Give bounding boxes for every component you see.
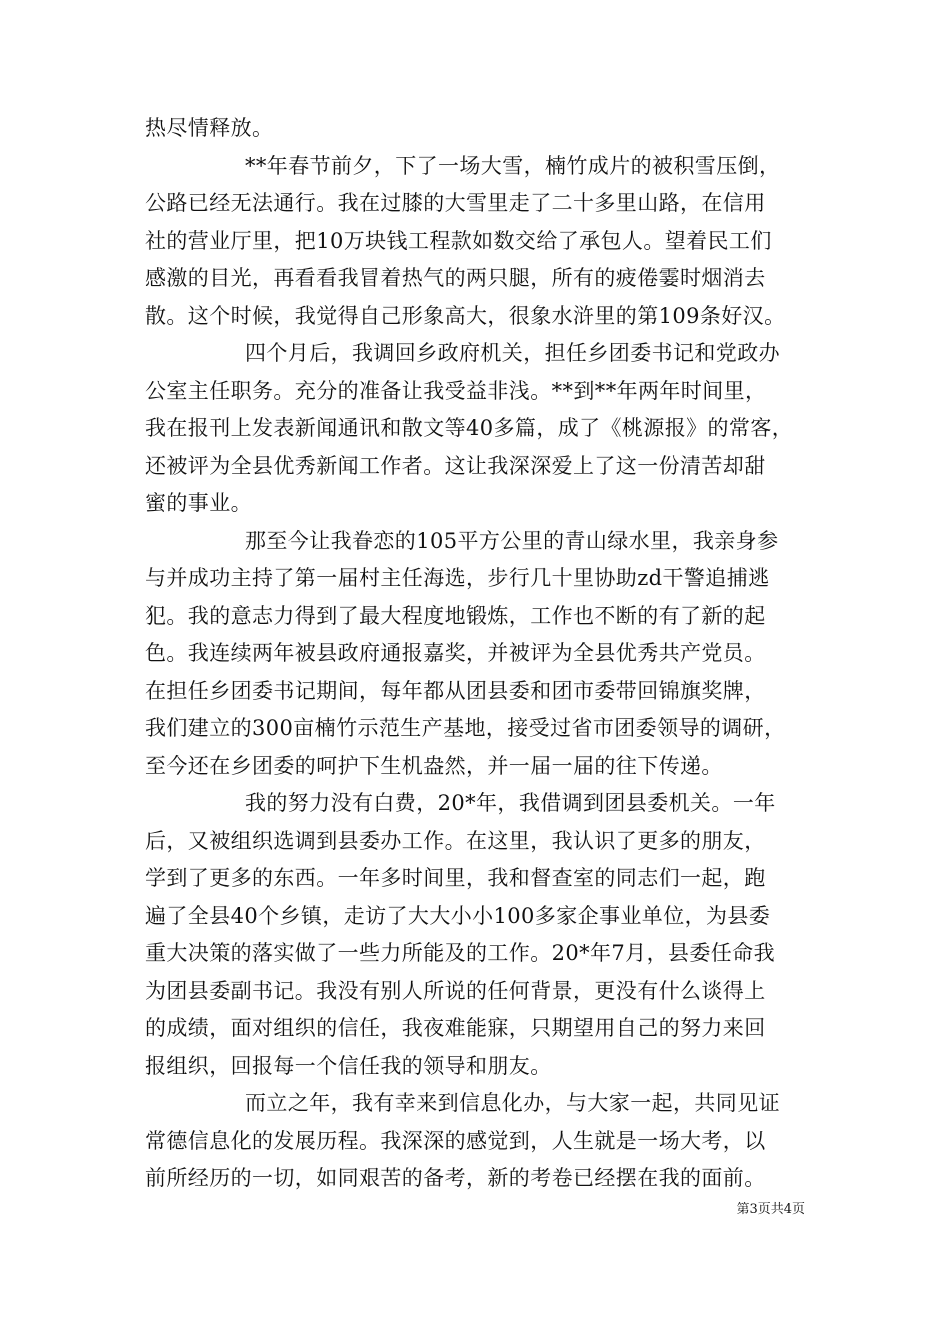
text-line: 前所经历的一切，如同艰苦的备考，新的考卷已经摆在我的面前。: [145, 1166, 766, 1190]
paragraph-first-line: 那至今让我眷恋的105平方公里的青山绿水里，我亲身参: [245, 528, 779, 553]
text-line: 后，又被组织选调到县委办工作。在这里，我认识了更多的朋友，: [145, 828, 766, 853]
text-line: 学到了更多的东西。一年多时间里，我和督查室的同志们一起，跑: [145, 866, 766, 890]
page-number: 第3页共4页: [736, 1202, 805, 1217]
text-line: 我们建立的300亩楠竹示范生产基地，接受过省市团委领导的调研，: [145, 716, 786, 740]
text-line: 我在报刊上发表新闻通讯和散文等40多篇，成了《桃源报》的常客，: [145, 416, 794, 440]
text-line: 为团县委副书记。我没有别人所说的任何背景，更没有什么谈得上: [145, 978, 766, 1003]
text-line: 至今还在乡团委的呵护下生机盎然，并一届一届的往下传递。: [145, 753, 723, 778]
text-line: 的成绩，面对组织的信任，我夜难能寐，只期望用自己的努力来回: [145, 1016, 766, 1040]
paragraph-first-line: 我的努力没有白费，20*年，我借调到团县委机关。一年: [245, 791, 776, 815]
text-line: 遍了全县40个乡镇，走访了大大小小100多家企事业单位，为县委: [145, 903, 771, 928]
text-line: 热尽情释放。: [145, 116, 274, 140]
text-line: 报组织，回报每一个信任我的领导和朋友。: [145, 1053, 552, 1078]
body-text: [145, 110, 835, 1198]
paragraph-first-line: **年春节前夕，下了一场大雪，楠竹成片的被积雪压倒，: [245, 153, 781, 178]
text-line: 蜜的事业。: [145, 491, 252, 515]
text-line: 重大决策的落实做了一些力所能及的工作。20*年7月，县委任命我: [145, 941, 775, 965]
text-line: 感激的目光，再看看我冒着热气的两只腿，所有的疲倦霎时烟消去: [145, 266, 766, 290]
text-line: 社的营业厅里，把10万块钱工程款如数交给了承包人。望着民工们: [145, 228, 772, 253]
text-line: 与并成功主持了第一届村主任海选，步行几十里协助zd干警追捕逃: [145, 566, 770, 590]
text-line: 犯。我的意志力得到了最大程度地锻炼，工作也不断的有了新的起: [145, 603, 766, 628]
text-line: 在担任乡团委书记期间，每年都从团县委和团市委带回锦旗奖牌，: [145, 678, 766, 703]
text-line: 公室主任职务。充分的准备让我受益非浅。**到**年两年时间里，: [145, 378, 767, 403]
text-line: 还被评为全县优秀新闻工作者。这让我深深爱上了这一份清苦却甜: [145, 453, 766, 478]
text-line: 色。我连续两年被县政府通报嘉奖，并被评为全县优秀共产党员。: [145, 641, 766, 665]
paragraph-first-line: 而立之年，我有幸来到信息化办，与大家一起，共同见证: [245, 1091, 780, 1115]
text-line: 公路已经无法通行。我在过膝的大雪里走了二十多里山路，在信用: [145, 191, 766, 215]
paragraph-first-line: 四个月后，我调回乡政府机关，担任乡团委书记和党政办: [245, 341, 780, 365]
text-line: 常德信息化的发展历程。我深深的感觉到，人生就是一场大考，以: [145, 1128, 766, 1153]
text-line: 散。这个时候，我觉得自己形象高大，很象水浒里的第109条好汉。: [145, 303, 786, 328]
